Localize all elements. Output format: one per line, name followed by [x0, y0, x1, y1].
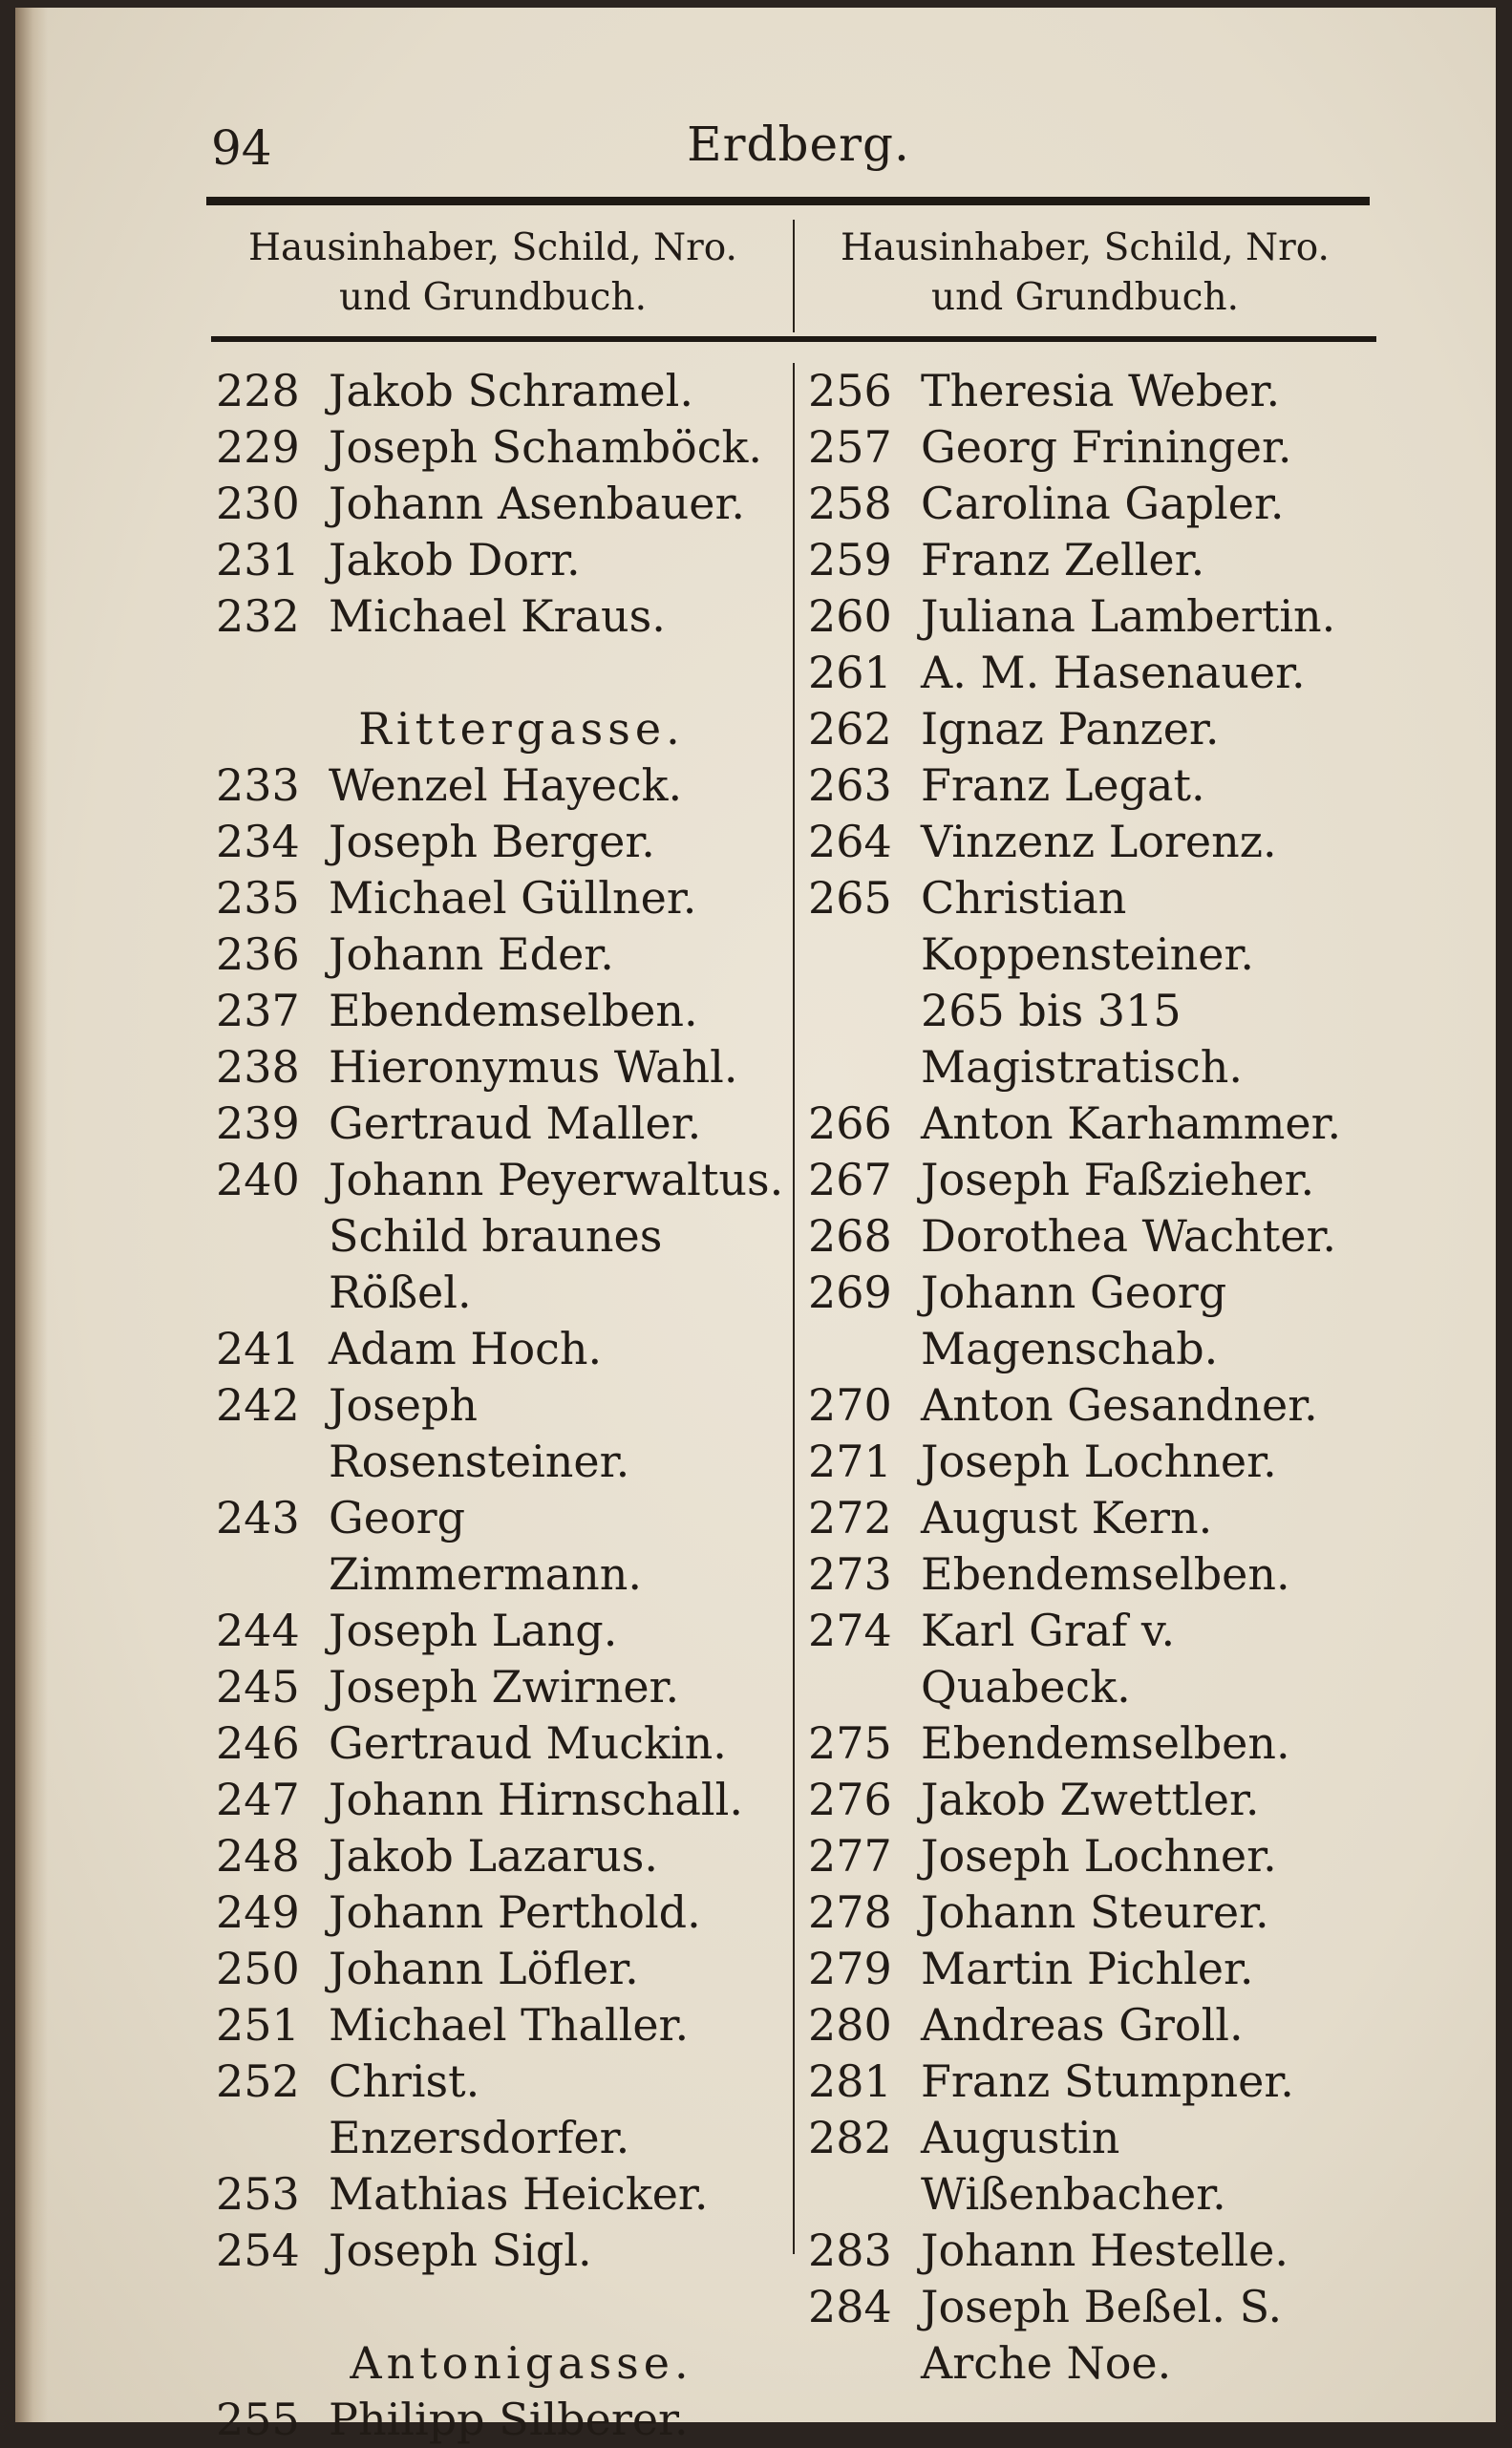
house-entry — [808, 757, 1381, 814]
house-number: 254 — [216, 2224, 300, 2276]
owner-name: Ebendemselben. — [921, 1548, 1290, 1600]
owner-name: Vinzenz Lorenz. — [921, 816, 1277, 867]
owner-name: Joseph Berger. — [329, 816, 655, 867]
house-number: 281 — [808, 2055, 892, 2107]
owner-name: Karl Graf v. Quabeck. — [921, 1605, 1176, 1713]
owner-name: Franz Legat. — [921, 759, 1205, 811]
owner-name: Johann Peyerwaltus. Schild braunes Rößel. — [329, 1154, 784, 1318]
owner-name: Johann Hestelle. — [921, 2224, 1288, 2276]
house-entry — [808, 2054, 1381, 2110]
house-entry — [808, 1603, 1381, 1715]
house-entry — [216, 814, 789, 870]
house-entry — [808, 701, 1381, 757]
house-entry — [808, 2110, 1381, 2223]
owner-name: Michael Kraus. — [329, 590, 666, 642]
owner-name: Johann Hirnschall. — [329, 1774, 743, 1825]
house-number: 232 — [216, 590, 300, 642]
house-entry — [216, 1490, 789, 1603]
house-number: 233 — [216, 759, 300, 811]
house-entry — [808, 1941, 1381, 1997]
owner-name: Juliana Lambertin. — [921, 590, 1336, 642]
house-number: 276 — [808, 1774, 892, 1825]
house-entry — [216, 2223, 789, 2279]
house-number: 275 — [808, 1717, 892, 1769]
house-entry — [216, 1377, 789, 1490]
house-number: 242 — [216, 1379, 300, 1431]
house-entry — [216, 1997, 789, 2054]
house-number: 274 — [808, 1605, 892, 1656]
house-number: 245 — [216, 1661, 300, 1713]
house-number: 249 — [216, 1886, 300, 1938]
house-entry — [808, 363, 1381, 419]
house-number: 262 — [808, 703, 892, 755]
owner-name: Mathias Heicker. — [329, 2168, 709, 2220]
owner-name: Joseph Lochner. — [921, 1436, 1277, 1487]
house-number: 237 — [216, 985, 300, 1036]
house-entry — [216, 2166, 789, 2223]
owner-name: Anton Gesandner. — [921, 1379, 1318, 1431]
house-number: 263 — [808, 759, 892, 811]
house-number: 269 — [808, 1267, 892, 1318]
house-number: 251 — [216, 1999, 300, 2051]
house-entry — [808, 2223, 1381, 2279]
owner-name: Joseph Zwirner. — [329, 1661, 680, 1713]
house-entry — [808, 1490, 1381, 1546]
house-entry — [216, 476, 789, 532]
house-number: 250 — [216, 1943, 300, 1994]
owner-name: August Kern. — [921, 1492, 1213, 1543]
owner-name: Carolina Gapler. — [921, 478, 1285, 529]
owner-name: Johann Löfler. — [329, 1943, 639, 1994]
right-column-heading — [799, 224, 1372, 323]
left-column-heading — [206, 224, 779, 323]
house-number: 261 — [808, 647, 892, 698]
house-number: 228 — [216, 365, 300, 416]
owner-name: Georg Frininger. — [921, 421, 1292, 473]
house-entry — [808, 1772, 1381, 1828]
house-number: 231 — [216, 534, 300, 585]
house-entry — [808, 1377, 1381, 1434]
house-entry — [808, 870, 1381, 983]
owner-name: Johann Steurer. — [921, 1886, 1269, 1938]
house-number: 264 — [808, 816, 892, 867]
left-entries-block-2 — [216, 757, 789, 2279]
owner-name: Johann Georg Magenschab. — [921, 1267, 1227, 1374]
house-number: 229 — [216, 421, 300, 473]
owner-name: Joseph Lochner. — [921, 1830, 1277, 1882]
book-page — [15, 8, 1496, 2445]
house-entry — [808, 1715, 1381, 1772]
house-number: 271 — [808, 1436, 892, 1487]
house-entry — [808, 1208, 1381, 1265]
house-entry — [216, 1152, 789, 1321]
house-number: 257 — [808, 421, 892, 473]
house-number: 282 — [808, 2112, 892, 2163]
house-number: 255 — [216, 2394, 300, 2445]
spacer — [216, 2279, 789, 2335]
house-number: 266 — [808, 1097, 892, 1149]
house-entry — [808, 645, 1381, 701]
owner-name: Joseph Rosensteiner. — [329, 1379, 630, 1487]
house-number: 248 — [216, 1830, 300, 1882]
house-number: 241 — [216, 1323, 300, 1374]
house-entry — [808, 1997, 1381, 2054]
house-entry — [216, 983, 789, 1039]
street-heading-antonigasse: Antonigasse. — [350, 2337, 693, 2389]
house-number: 279 — [808, 1943, 892, 1994]
house-entry — [216, 870, 789, 926]
house-number: 246 — [216, 1717, 300, 1769]
owner-name: Ebendemselben. — [921, 1717, 1290, 1769]
house-number: 268 — [808, 1210, 892, 1262]
owner-name: Jakob Schramel. — [329, 365, 693, 416]
owner-name: Joseph Sigl. — [329, 2224, 592, 2276]
house-number: 243 — [216, 1492, 300, 1543]
house-entry — [808, 1096, 1381, 1152]
house-entry — [216, 363, 789, 419]
owner-name: Christ. Enzersdorfer. — [329, 2055, 630, 2163]
house-number: 270 — [808, 1379, 892, 1431]
house-entry — [216, 532, 789, 588]
owner-name: Jakob Dorr. — [329, 534, 581, 585]
house-entry — [216, 419, 789, 476]
owner-name: Christian Koppensteiner. — [921, 872, 1254, 980]
house-entry — [216, 588, 789, 645]
house-entry — [216, 1884, 789, 1941]
house-entry — [216, 2054, 789, 2166]
house-entry — [216, 1659, 789, 1715]
house-number: 235 — [216, 872, 300, 924]
left-column-heading-line-2: und Grundbuch. — [338, 276, 648, 319]
house-entry — [216, 926, 789, 983]
house-number: 260 — [808, 590, 892, 642]
right-column-heading-line-2: und Grundbuch. — [930, 276, 1240, 319]
house-number: 267 — [808, 1154, 892, 1205]
owner-name: Philipp Silberer. — [329, 2394, 689, 2445]
owner-name: Adam Hoch. — [329, 1323, 603, 1374]
owner-name: Joseph Schamböck. — [329, 421, 763, 473]
house-number: 272 — [808, 1492, 892, 1543]
right-column — [808, 363, 1381, 2392]
heading-rule — [211, 336, 1376, 342]
house-number: 265 — [808, 872, 892, 924]
right-column-heading-line-1: Hausinhaber, Schild, Nro. — [841, 226, 1330, 269]
owner-name: Michael Güllner. — [329, 872, 697, 924]
page-number: 94 — [211, 120, 272, 176]
house-entry — [216, 1715, 789, 1772]
owner-name: Martin Pichler. — [921, 1943, 1254, 1994]
header-rule — [206, 197, 1370, 205]
column-divider — [793, 363, 795, 2254]
house-entry — [808, 1265, 1381, 1377]
owner-name: Franz Zeller. — [921, 534, 1205, 585]
house-number: 238 — [216, 1041, 300, 1093]
owner-name: Georg Zimmermann. — [329, 1492, 643, 1600]
house-entry — [808, 2279, 1381, 2392]
owner-name: Anton Karhammer. — [921, 1097, 1342, 1149]
owner-name: Johann Asenbauer. — [329, 478, 746, 529]
house-entry — [808, 588, 1381, 645]
house-entry — [808, 419, 1381, 476]
house-number: 234 — [216, 816, 300, 867]
left-entries-block-1 — [216, 363, 789, 645]
house-number: 247 — [216, 1774, 300, 1825]
owner-name: Andreas Groll. — [921, 1999, 1244, 2051]
house-entry — [808, 1434, 1381, 1490]
owner-name: Wenzel Hayeck. — [329, 759, 683, 811]
owner-name: Theresia Weber. — [921, 365, 1281, 416]
house-entry — [216, 1828, 789, 1884]
house-number: 258 — [808, 478, 892, 529]
owner-name: Johann Eder. — [329, 928, 614, 980]
house-number: 239 — [216, 1097, 300, 1149]
house-number: 252 — [216, 2055, 300, 2107]
house-number: 277 — [808, 1830, 892, 1882]
house-entry — [216, 757, 789, 814]
owner-name: Ignaz Panzer. — [921, 703, 1220, 755]
house-entry — [216, 1096, 789, 1152]
house-number: 283 — [808, 2224, 892, 2276]
left-entries-block-3 — [216, 2392, 789, 2448]
owner-name: Franz Stumpner. — [921, 2055, 1294, 2107]
house-entry — [808, 1546, 1381, 1603]
owner-name: Joseph Beßel. S. Arche Noe. — [921, 2281, 1283, 2389]
right-entries-block — [808, 363, 1381, 2392]
house-entry — [808, 983, 1381, 1096]
owner-name: Joseph Faßzieher. — [921, 1154, 1315, 1205]
owner-name: Michael Thaller. — [329, 1999, 690, 2051]
house-entry — [808, 1884, 1381, 1941]
house-number: 280 — [808, 1999, 892, 2051]
owner-name: Gertraud Muckin. — [329, 1717, 727, 1769]
spacer — [216, 645, 789, 701]
left-column — [216, 363, 789, 2448]
owner-name: A. M. Hasenauer. — [921, 647, 1306, 698]
house-number: 236 — [216, 928, 300, 980]
owner-name: 265 bis 315 Magistratisch. — [921, 985, 1244, 1093]
owner-name: Jakob Lazarus. — [329, 1830, 658, 1882]
house-number — [808, 983, 921, 1096]
owner-name: Augustin Wißenbacher. — [921, 2112, 1226, 2220]
column-divider-head — [793, 220, 795, 332]
running-head-title: Erdberg. — [687, 117, 910, 172]
house-number: 256 — [808, 365, 892, 416]
owner-name: Dorothea Wachter. — [921, 1210, 1337, 1262]
house-entry — [216, 1772, 789, 1828]
street-heading-rittergasse: Rittergasse. — [358, 703, 685, 755]
owner-name: Hieronymus Wahl. — [329, 1041, 738, 1093]
house-entry — [216, 1039, 789, 1096]
house-number: 259 — [808, 534, 892, 585]
house-entry — [216, 1941, 789, 1997]
house-entry — [808, 532, 1381, 588]
house-entry — [808, 1152, 1381, 1208]
owner-name: Johann Perthold. — [329, 1886, 701, 1938]
house-number: 273 — [808, 1548, 892, 1600]
house-number: 230 — [216, 478, 300, 529]
house-number: 284 — [808, 2281, 892, 2332]
house-number: 244 — [216, 1605, 300, 1656]
house-number: 240 — [216, 1154, 300, 1205]
house-entry — [216, 1603, 789, 1659]
house-number: 278 — [808, 1886, 892, 1938]
house-entry — [808, 476, 1381, 532]
owner-name: Ebendemselben. — [329, 985, 698, 1036]
house-entry — [216, 2392, 789, 2448]
house-entry — [808, 1828, 1381, 1884]
owner-name: Jakob Zwettler. — [921, 1774, 1260, 1825]
house-number: 253 — [216, 2168, 300, 2220]
owner-name: Gertraud Maller. — [329, 1097, 702, 1149]
house-entry — [808, 814, 1381, 870]
owner-name: Joseph Lang. — [329, 1605, 618, 1656]
left-column-heading-line-1: Hausinhaber, Schild, Nro. — [248, 226, 737, 269]
house-entry — [216, 1321, 789, 1377]
